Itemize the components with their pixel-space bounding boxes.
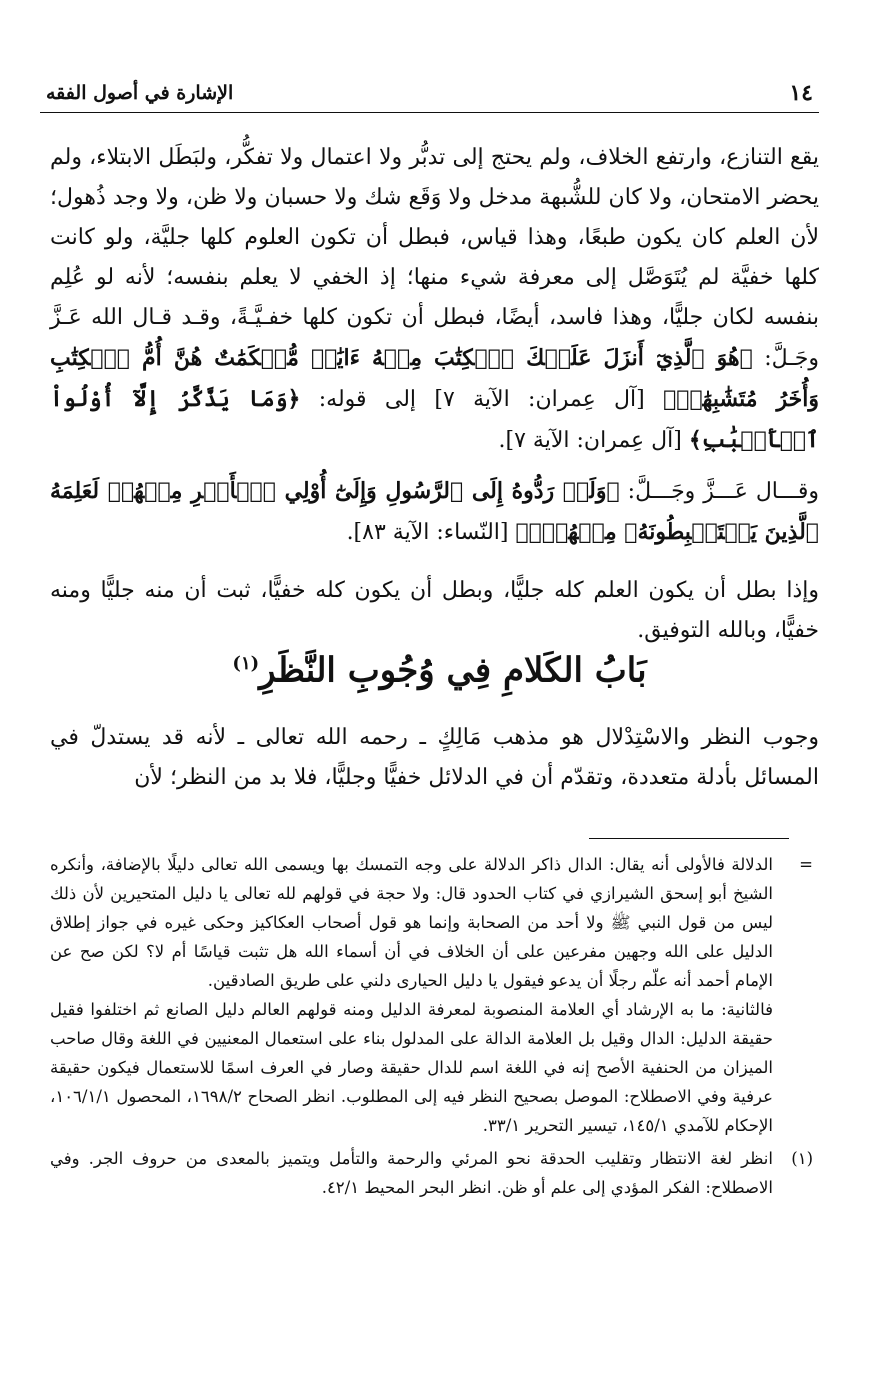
footnote-text: انظر لغة الانتظار وتقليب الحدقة نحو المرئي والرحمة والتأمل ويتميز بالمعدى من حروف الجر. وفي الاصطلاح: الفكر المؤدي إلى علم أو ظن. انظر البحر المحيط ٤٢/١. xyxy=(50,1149,773,1197)
citation: [النّساء: الآية ٨٣]. xyxy=(346,520,516,545)
chapter-text xyxy=(50,718,819,798)
paragraph-text: يقع التنازع، وارتفع الخلاف، ولم يحتج إلى تدبُّر ولا اعتمال ولا تفكُّر، ولبَطَل الابتلاء، ولم يحضر الامتحان، ولا كان للشُّبهة مدخل ولا وَقَع شك ولا حسبان ولا ظن، ولا وجد ذُهول؛ لأن العلم كان يكون طبعًا، وهذا قياس، فبطل أن تكون العلوم كلها جليَّة، ولو كانت كلها خفيَّة لم يُتَوَصَّل إلى معرفة شيء منها؛ إذ الخفي لا يعلم بنفسه؛ لأنه لو عُلِم بنفسه لكان جليًّا، وهذا فاسد، أيضًا، فبطل أن تكون كلها خفـيَّـةً، وقـد قـال الله عَـزَّ وجَـلَّ: xyxy=(50,145,819,371)
main-text xyxy=(50,138,819,651)
quran-verse: ﴿وَلَوۡ رَدُّوهُ إِلَى ٱلرَّسُولِ وَإِلَىٰٓ أُوْلِي ٱلۡأَمۡرِ مِنۡهُمۡ لَعَلِمَهُ ٱلَّذِينَ يَسۡتَنۢبِطُونَهُۥ مِنۡهُمۡۗ﴾ xyxy=(50,478,819,545)
paragraph xyxy=(50,138,819,461)
citation: [آل عِمران: الآية ٧]. xyxy=(498,428,689,453)
quran-verse: ﴿هُوَ ٱلَّذِيٓ أَنزَلَ عَلَيۡكَ ٱلۡكِتَٰبَ مِنۡهُ ءَايَٰتٞ مُّحۡكَمَٰتٌ هُنَّ أُمُّ ٱلۡكِتَٰبِ وَأُخَرُ مُتَشَٰبِهَٰتٞ﴾ xyxy=(50,345,819,412)
chapter-title: بَابُ الكَلامِ فِي وُجُوبِ النَّظَرِ xyxy=(259,650,647,691)
page-header xyxy=(40,78,819,113)
footnote-separator xyxy=(589,838,789,839)
paragraph xyxy=(50,471,819,553)
footnote-reference: (١) xyxy=(232,653,260,674)
paragraph: وإذا بطل أن يكون العلم كله جليًّا، وبطل أن يكون كله خفيًّا، ثبت أن منه جليًّا ومنه خفيًّا، وبالله التوفيق. xyxy=(50,578,819,643)
footnote-1 xyxy=(50,1144,817,1202)
paragraph-text: وقـــال عَـــزَّ وجَـــلَّ: xyxy=(619,479,819,504)
footnotes xyxy=(50,850,817,1202)
page-number: ١٤ xyxy=(789,80,813,106)
citation: [آل عِمران: الآية ٧] إلى قوله: xyxy=(300,387,664,412)
footnote-text: الدلالة فالأولى أنه يقال: الدال ذاكر الدلالة على وجه التمسك بها ويسمى الله تعالى دليلًا بالإضافة، وأنكره الشيخ أبو إسحق الشيرازي في كتاب الحدود قال: ولا حجة في قولهم لله تعالى يا دليل المتحيرين لأن ذلك ليس من قول النبي ﷺ ولا أحد من الصحابة وإنما هو قول أصحاب العكاكيز وحكى غيره في جواز إطلاق الدليل على الله وجهين مفرعين على أن الخلاف في أن أسماء الله هل تثبت قياسًا أم لا؟ لكن صح عن الإمام أحمد أنه علّم رجلًا أن يدعو فيقول يا دليل الحيارى دلني على طريق الصادقين. xyxy=(50,855,773,990)
footnote-continued xyxy=(50,850,817,1140)
footnote-number: (١) xyxy=(791,1149,813,1168)
chapter-heading xyxy=(0,640,879,694)
quran-verse: ﴿وَمَا يَذَّكَّرُ إِلَّآ أُوْلُواْ ٱلۡأَلۡبَٰبِ﴾ xyxy=(50,386,819,453)
running-title: الإشارة في أصول الفقه xyxy=(46,82,234,104)
paragraph: وجوب النظر والاسْتِدْلال هو مذهب مَالِكٍ ـ رحمه الله تعالى ـ لأنه قد يستدلّ في المسائل بأدلة متعددة، وتقدّم أن في الدلائل خفيًّا وجليًّا، فلا بد من النظر؛ لأن xyxy=(50,725,819,790)
continuation-mark: = xyxy=(799,855,813,874)
footnote-text: فالثانية: ما به الإرشاد أي العلامة المنصوبة لمعرفة الدليل ومنه قولهم العالم دليل الصانع ثم اختلفوا فقيل حقيقة الدليل: الدال وقيل بل العلامة الدالة على المدلول بناء على استعمال المعنيين في اللغة وقال صاحب الميزان من الحنفية الأصح إنه في اللغة اسم للدال حقيقة وصار في العرف اسمًا للاستعمال فيكون حقيقة عرفية وفي الاصطلاح: الموصل بصحيح النظر فيه إلى المطلوب. انظر الصحاح ١٦٩٨/٢، المحصول ١٠٦/١/١، الإحكام للآمدي ١٤٥/١، تيسير التحرير ٣٣/١. xyxy=(50,1000,773,1135)
